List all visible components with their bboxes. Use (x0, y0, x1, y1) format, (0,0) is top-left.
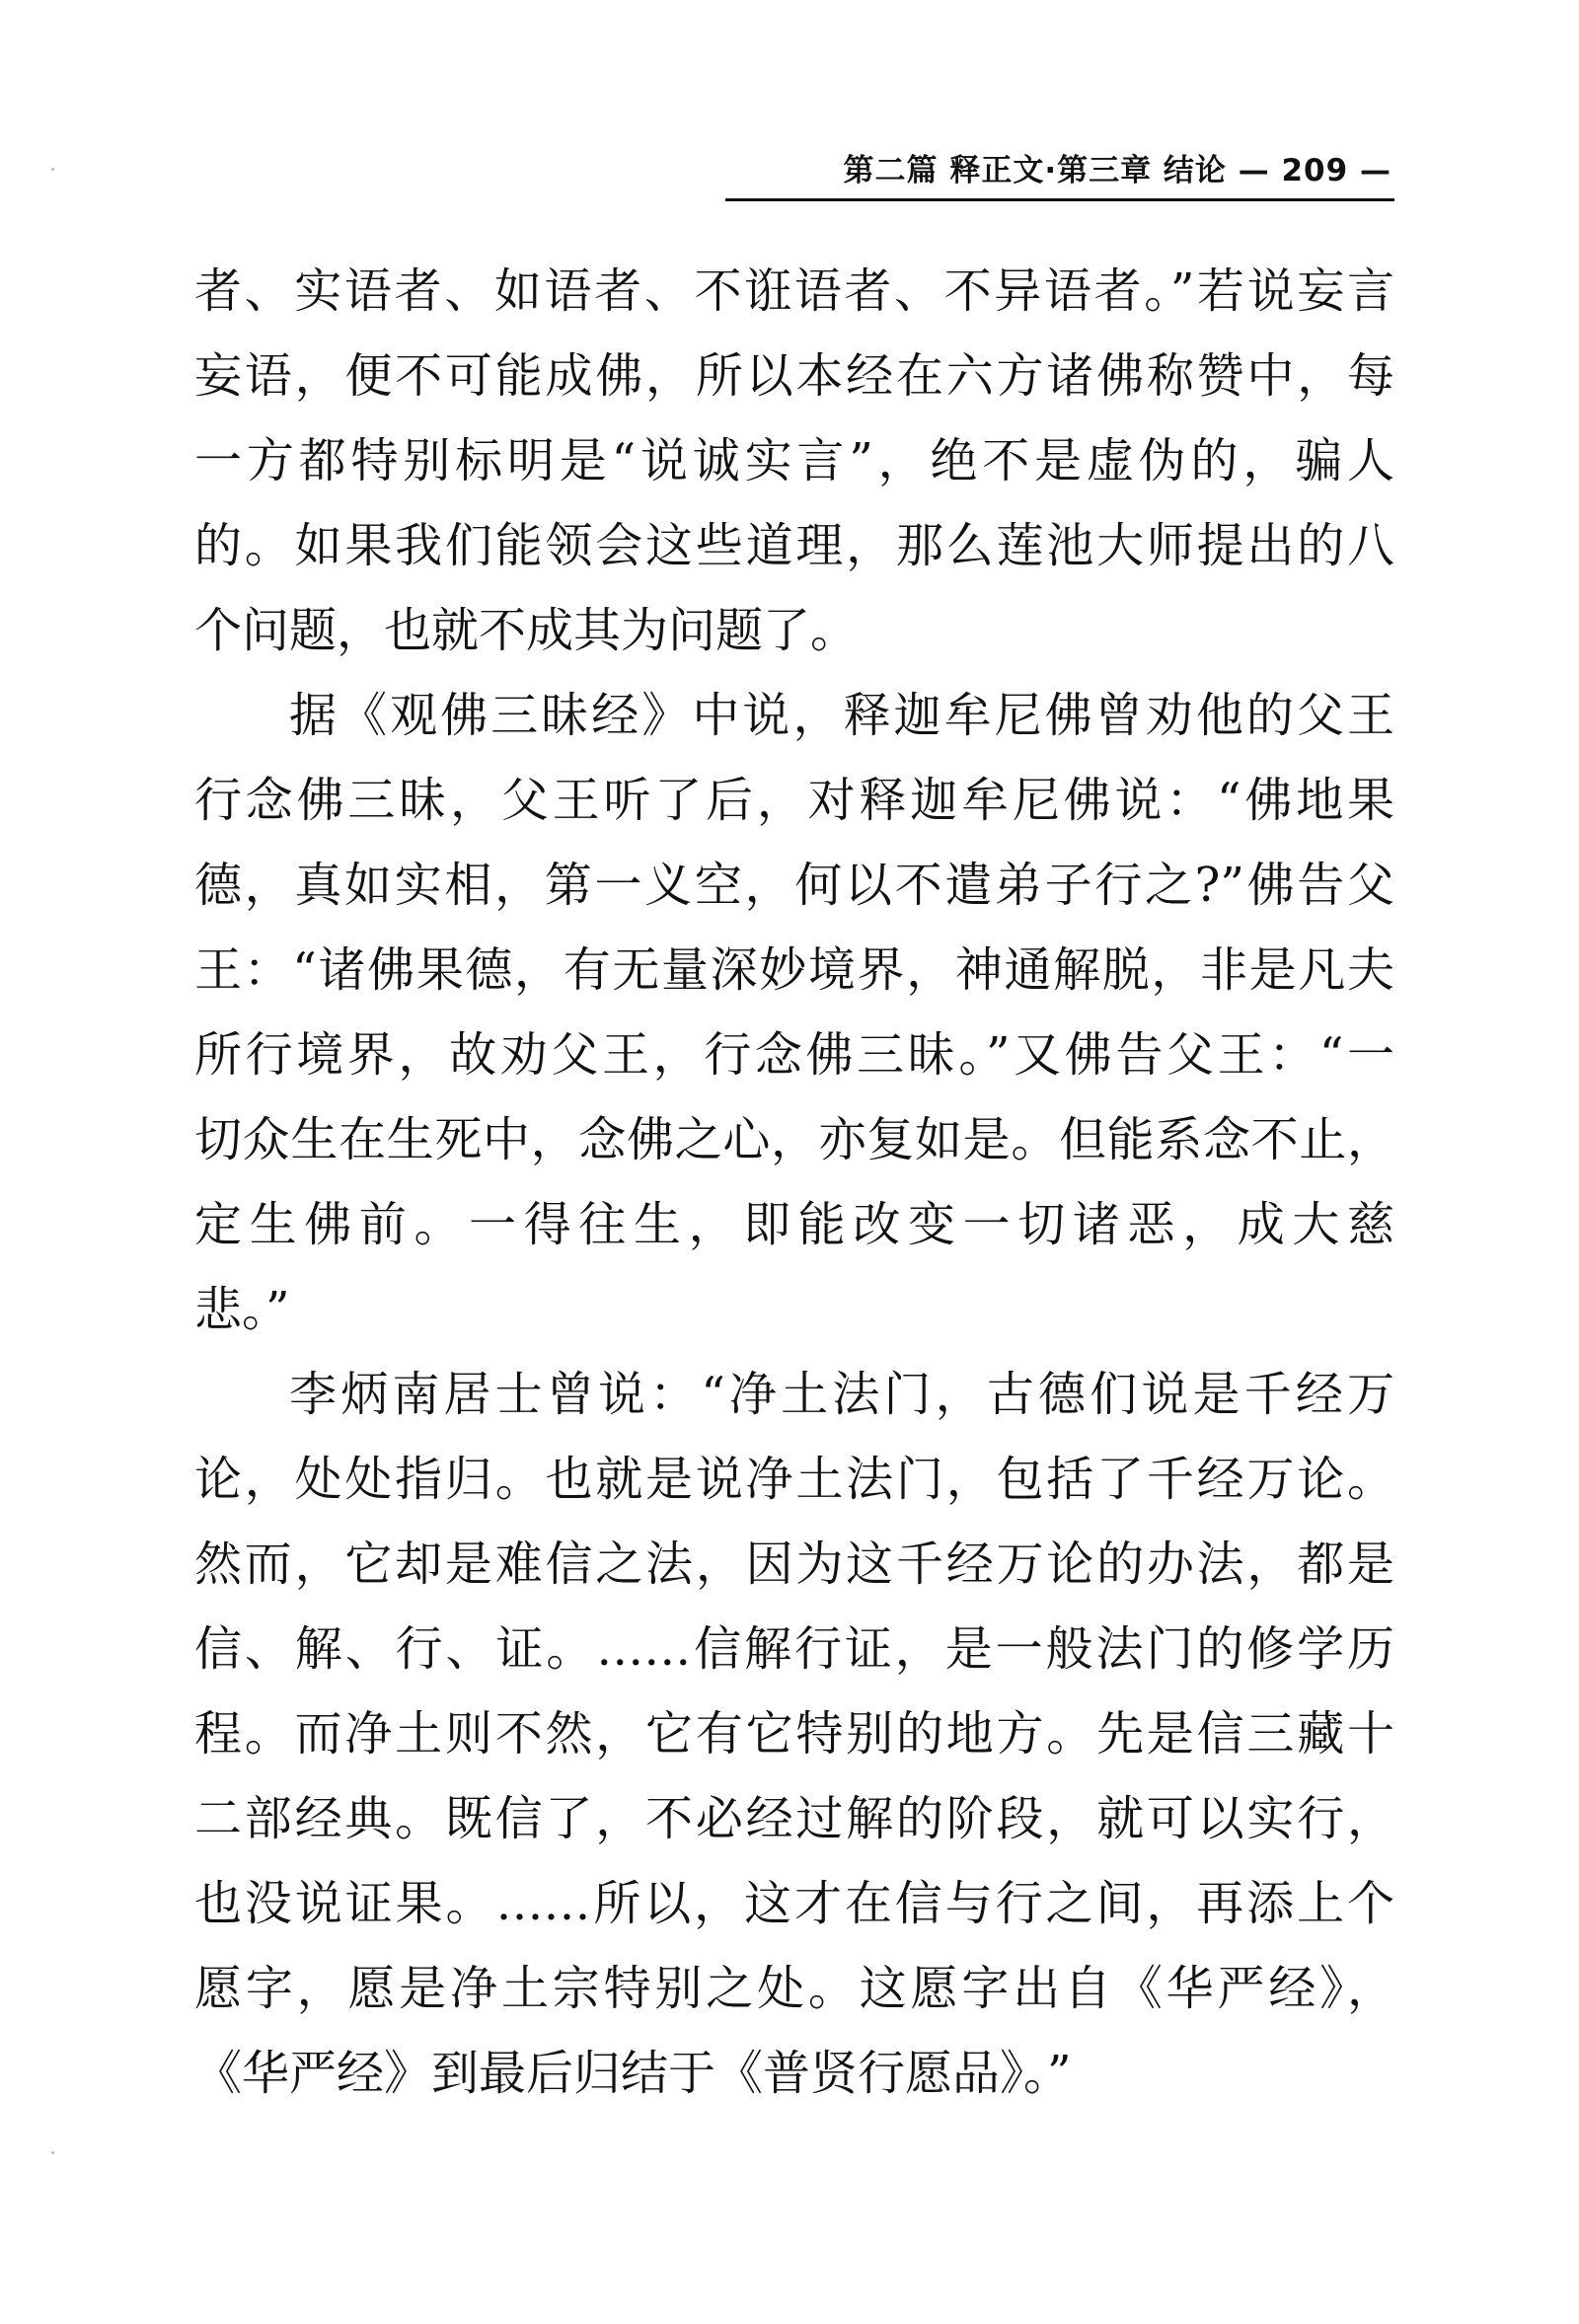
text-line: 所行境界，故劝父王，行念佛三昧。”又佛告父王：“一 (194, 1027, 1394, 1083)
text-line: 论，处处指归。也就是说净土法门，包括了千经万论。 (194, 1452, 1394, 1507)
text-line: 《华严经》到最后归结于《普贤行愿品》。” (194, 2046, 1072, 2101)
paragraph (194, 1352, 1394, 2116)
body-text (194, 249, 1394, 2116)
text-line: 德，真如实相，第一义空，何以不遣弟子行之?”佛告父 (194, 858, 1394, 913)
text-line: 也没说证果。……所以，这才在信与行之间，再添上个 (194, 1876, 1394, 1931)
text-line: 然而，它却是难信之法，因为这千经万论的办法，都是 (194, 1537, 1394, 1592)
margin-dot (51, 168, 54, 171)
running-head: 第二篇 释正文·第三章 结论 — 209 — (843, 153, 1391, 188)
paragraph (194, 249, 1394, 673)
text-line: 一方都特别标明是“说诚实言”，绝不是虚伪的，骗人 (194, 433, 1394, 488)
text-line: 者、实语者、如语者、不诳语者、不异语者。”若说妄言 (194, 263, 1394, 319)
text-line: 据《观佛三昧经》中说，释迦牟尼佛曾劝他的父王 (289, 688, 1394, 743)
text-line: 切众生在生死中，念佛之心，亦复如是。但能系念不止， (194, 1112, 1394, 1167)
text-line: 行念佛三昧，父王听了后，对释迦牟尼佛说：“佛地果 (194, 773, 1394, 828)
paragraph (194, 673, 1394, 1352)
text-line: 愿字，愿是净土宗特别之处。这愿字出自《华严经》， (194, 1961, 1394, 2016)
text-line: 定生佛前。一得往生，即能改变一切诸恶，成大慈 (194, 1197, 1394, 1252)
text-line: 二部经典。既信了，不必经过解的阶段，就可以实行， (194, 1791, 1394, 1846)
text-line: 的。如果我们能领会这些道理，那么莲池大师提出的八 (194, 518, 1394, 573)
text-line: 个问题，也就不成其为问题了。 (194, 603, 859, 658)
text-line: 妄语，便不可能成佛，所以本经在六方诸佛称赞中，每 (194, 348, 1394, 404)
header-rule (725, 198, 1394, 201)
margin-dot (51, 2151, 54, 2154)
text-line: 信、解、行、证。……信解行证，是一般法门的修学历 (194, 1621, 1394, 1677)
text-line: 李炳南居士曾说：“净土法门，古德们说是千经万 (289, 1367, 1394, 1422)
text-line: 悲。” (194, 1282, 290, 1337)
text-line: 程。而净土则不然，它有它特别的地方。先是信三藏十 (194, 1706, 1394, 1762)
text-line: 王：“诸佛果德，有无量深妙境界，神通解脱，非是凡夫 (194, 942, 1394, 998)
